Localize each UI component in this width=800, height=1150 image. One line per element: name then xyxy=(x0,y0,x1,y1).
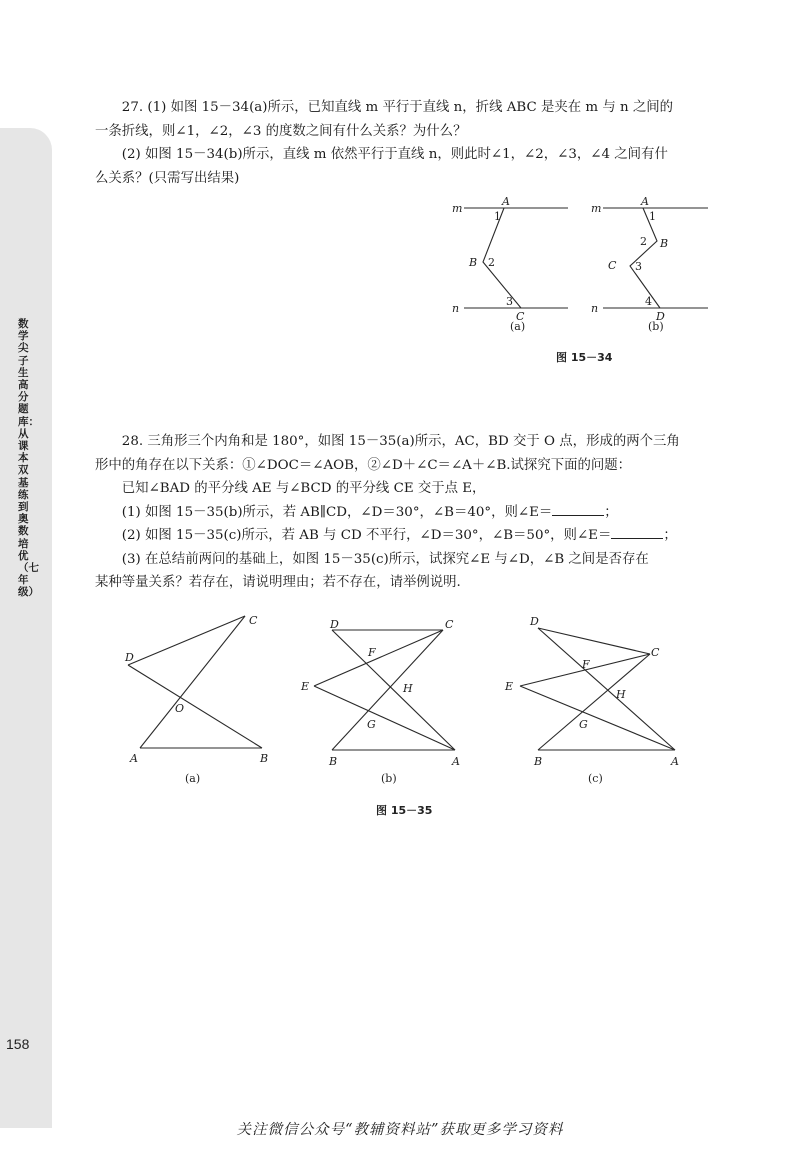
figure-15-35-caption: 图 15－35 xyxy=(376,804,433,817)
problem-28-line-1: 28. 三角形三个内角和是 180°，如图 15－35(a)所示，AC，BD 交于 O 点，形成的两个三角 xyxy=(121,434,680,449)
label-A-35b: A xyxy=(452,755,460,768)
figure-15-35 xyxy=(110,610,700,795)
problem-27-line-2: 一条折线，则∠1，∠2，∠3 的度数之间有什么关系？为什么？ xyxy=(95,123,467,139)
sub-caption-a: (a) xyxy=(510,320,526,333)
sub-caption-b: (b) xyxy=(648,320,664,333)
label-A-35c: A xyxy=(671,755,679,768)
question-2 xyxy=(95,524,715,548)
answer-blank-2[interactable] xyxy=(611,524,663,539)
question-3-line-1: (3) 在总结前两问的基础上，如图 15－35(c)所示，试探究∠E 与∠D，∠B 之间是否存在 xyxy=(121,551,649,567)
page-number: 158 xyxy=(6,1036,30,1052)
question-2-text: (2) 如图 15－35(c)所示，若 AB 与 CD 不平行，∠D＝30°，∠B＝50°，则∠E＝ xyxy=(121,528,612,543)
label-E-35b: E xyxy=(301,680,310,693)
sub-caption-35b: (b) xyxy=(381,772,397,785)
question-1-text: (1) 如图 15－35(b)所示，若 AB∥CD，∠D＝30°，∠B＝40°，则∠E＝ xyxy=(121,504,553,520)
label-C-35c: C xyxy=(651,646,660,659)
angle-2-a: 2 xyxy=(488,256,495,269)
segment-BC-c xyxy=(538,654,650,750)
segment-BC-b xyxy=(332,630,443,750)
question-2-end: ； xyxy=(663,528,677,543)
question-1-end: ； xyxy=(604,504,618,520)
figure-15-34-a xyxy=(452,195,568,333)
label-B-a: B xyxy=(469,256,478,269)
label-O-35a: O xyxy=(175,702,185,715)
problem-27 xyxy=(95,96,715,190)
label-B-35c: B xyxy=(534,755,543,768)
label-D-35a: D xyxy=(125,651,134,664)
angle-1-b: 1 xyxy=(649,210,656,223)
label-H-35b: H xyxy=(403,682,413,695)
label-B-35b: B xyxy=(329,755,338,768)
figure-15-35-b xyxy=(300,618,460,785)
label-D-35c: D xyxy=(530,615,539,628)
problem-27-line-3: (2) 如图 15－34(b)所示，直线 m 依然平行于直线 n，则此时∠1，∠2，∠3，∠4 之间有什 xyxy=(121,147,668,162)
question-3-line-2: 某种等量关系？若存在，请说明理由；若不存在，请举例说明. xyxy=(95,575,461,590)
label-F-35b: F xyxy=(368,646,376,659)
label-G-35c: G xyxy=(579,718,588,731)
side-tab xyxy=(0,128,52,1128)
label-n-b: n xyxy=(591,302,599,315)
sub-caption-35a: (a) xyxy=(185,772,201,785)
label-D-35b: D xyxy=(330,618,339,631)
angle-3-a: 3 xyxy=(506,295,513,308)
polyline-abcd-b xyxy=(630,208,660,308)
angle-1-a: 1 xyxy=(494,210,501,223)
label-E-35c: E xyxy=(505,680,514,693)
problem-27-line-1: 27. (1) 如图 15－34(a)所示，已知直线 m 平行于直线 n，折线 ABC 是夹在 m 与 n 之间的 xyxy=(121,100,674,115)
label-C-b: C xyxy=(608,259,617,272)
label-A-a: A xyxy=(502,195,510,208)
book-title: 数学尖子生高分题库：从课本双基练到奥数培优（七年级） xyxy=(18,318,39,599)
label-D-b: D xyxy=(656,310,665,323)
angle-3-b: 3 xyxy=(635,260,642,273)
figure-15-34 xyxy=(440,195,730,340)
figure-15-35-c xyxy=(504,615,679,785)
label-C-35a: C xyxy=(249,614,258,627)
angle-2-b: 2 xyxy=(640,235,647,248)
label-F-35c: F xyxy=(582,658,590,671)
segment-EA-c xyxy=(520,686,675,750)
label-B-b: B xyxy=(660,237,669,250)
figure-15-34-b xyxy=(591,195,708,333)
problem-27-line-4: 么关系？(只需写出结果) xyxy=(95,170,240,186)
figure-15-35-a xyxy=(124,614,268,785)
segment-EA-b xyxy=(314,686,455,750)
angle-4-b: 4 xyxy=(645,295,652,308)
sub-caption-35c: (c) xyxy=(588,772,603,785)
problem-28 xyxy=(95,430,715,595)
segment-DA-b xyxy=(332,630,455,750)
label-C-a: C xyxy=(516,310,525,323)
problem-28-line-2: 形中的角存在以下关系：①∠DOC＝∠AOB，②∠D＋∠C＝∠A＋∠B.试探究下面的问题： xyxy=(95,457,632,473)
label-H-35c: H xyxy=(616,688,626,701)
segment-DC-a xyxy=(128,616,245,665)
answer-blank-1[interactable] xyxy=(552,501,604,516)
label-C-35b: C xyxy=(445,618,454,631)
figure-15-34-caption: 图 15－34 xyxy=(556,351,613,364)
label-m-a: m xyxy=(452,202,463,215)
segment-DB-a xyxy=(128,665,262,748)
footer-promo: 关注微信公众号“教辅资料站”获取更多学习资料 xyxy=(236,1122,564,1138)
label-n-a: n xyxy=(452,302,460,315)
label-B-35a: B xyxy=(260,752,269,765)
segment-EC-b xyxy=(314,630,443,686)
segment-DC-c xyxy=(538,628,650,654)
label-G-35b: G xyxy=(367,718,376,731)
label-m-b: m xyxy=(591,202,602,215)
question-1 xyxy=(95,501,715,525)
problem-28-line-3: 已知∠BAD 的平分线 AE 与∠BCD 的平分线 CE 交于点 E， xyxy=(121,481,486,496)
label-A-b: A xyxy=(641,195,649,208)
label-A-35a: A xyxy=(130,752,138,765)
